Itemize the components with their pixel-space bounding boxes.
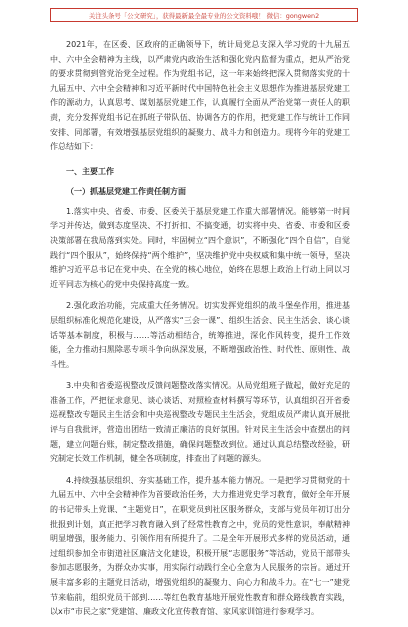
document-body — [50, 38, 350, 627]
paragraph-2: 2.强化政治功能，完成重大任务情况。切实发挥党组织的战斗堡垒作用，推进基层组织标准化规范化建设，从严落实“三会一课”、组织生活会、民主生活会、谈心谈话等基本制度，积极与……等活动相结合，统筹推进，深化作风转变，提升工作效能，全力推动扫黑除恶专项斗争向纵深发展，不断增强政治性、时代性、原则性、战斗性。 — [50, 301, 350, 369]
paragraph-3: 3.中央和省委巡视整改反馈问题整改落实情况。从局党组班子做起，做好充足的准备工作，严把征求意见、谈心谈话、对照检查材料撰写等环节，认真组织召开省委巡视整改专题民主生活会和中央巡视整改专题民主生活会，党组成员严肃认真开展批评与自我批评，营造出团结一致清正廉洁的良好氛围。针对民主生活会中查摆出的问题，建立问题台账，制定整改措施，确保问题整改到位。通过认真总结整改经验，研究制定长效工作机制，健全各项制度，排查出了问题的源头。 — [50, 381, 350, 464]
paragraph-1: 1.落实中央、省委、市委、区委关于基层党建工作重大部署情况。能够第一时间学习并传达，做到态度坚决、不打折扣、不搞变通，切实将中央、省委、市委和区委决策部署在我局落到实处。同时，牢固树立“四个意识”，不断强化“四个自信”，自觉践行“四个服从”，始终保持“两个维护”，坚决维护党中央权威和集中统一领导，坚决维护习近平总书记在党中央、在全党的核心地位，始终在思想上政治上行动上同以习近平同志为核心的党中央保持高度一致。 — [50, 206, 350, 289]
section-heading: 一、主要工作 — [66, 166, 114, 176]
subsection-heading: （一）抓基层党建工作责任制方面 — [66, 186, 186, 196]
intro-paragraph: 2021年，在区委、区政府的正确领导下，统计局党总支深入学习党的十九届五中、六中全会精神为主线，以严肃党内政治生活和强化党内监督为重点，把从严治党的要求贯彻到管党治党全过程。作为党组书记，这一年来始终把深入贯彻落实党的十九届五中、六中全会精神和习近平新时代中国特色社会主义思想作为推进基层党建工作的源动力，认真思考、谋划基层党建工作，认真履行全面从严治党第一责任人的职责，充分发挥党组书记在抓班子带队伍、协调各方的作用，把党建工作与统计工作同安排、同部署，有效增强基层党组织的凝聚力、战斗力和创造力。现将今年的党建工作总结如下： — [50, 40, 350, 152]
header-banner: 关注头条号「公文研究」，获得最新最全最专业的公文资料哦！ 微信：gongwen2 — [50, 8, 358, 22]
paragraph-4: 4.持续强基层组织、夯实基础工作，提升基本能力情况。一是把学习贯彻党的十九届五中、六中全会精神作为首要政治任务，大力推进党史学习教育，做好全年开展的书记带头上党课、“主题党日”，在职党员到社区服务群众，支部与党员年初订出分批报到计划，真正把学习教育融入到了经常性教育之中，党员的党性意识，奉献精神明显增强，服务能力、引领作用有所提升了。二是全年开展形式多样的党员活动，通过组织参加全市街道社区廉洁文化建设，积极开展“志愿服务”等活动，党员干部带头参加志愿服务，为群众办实事，用实际行动践行全心全意为人民服务的宗旨。通过开展丰富多彩的主题党日活动，增强党组织的凝聚力、向心力和战斗力。在“七一”建党节来临前，组织党员干部到……等红色教育基地开展党性教育和群众路线教育实践，以x市“市民之家”党建馆、廉政文化宣传教育馆、家风家训馆进行参观学习。 — [50, 475, 350, 617]
